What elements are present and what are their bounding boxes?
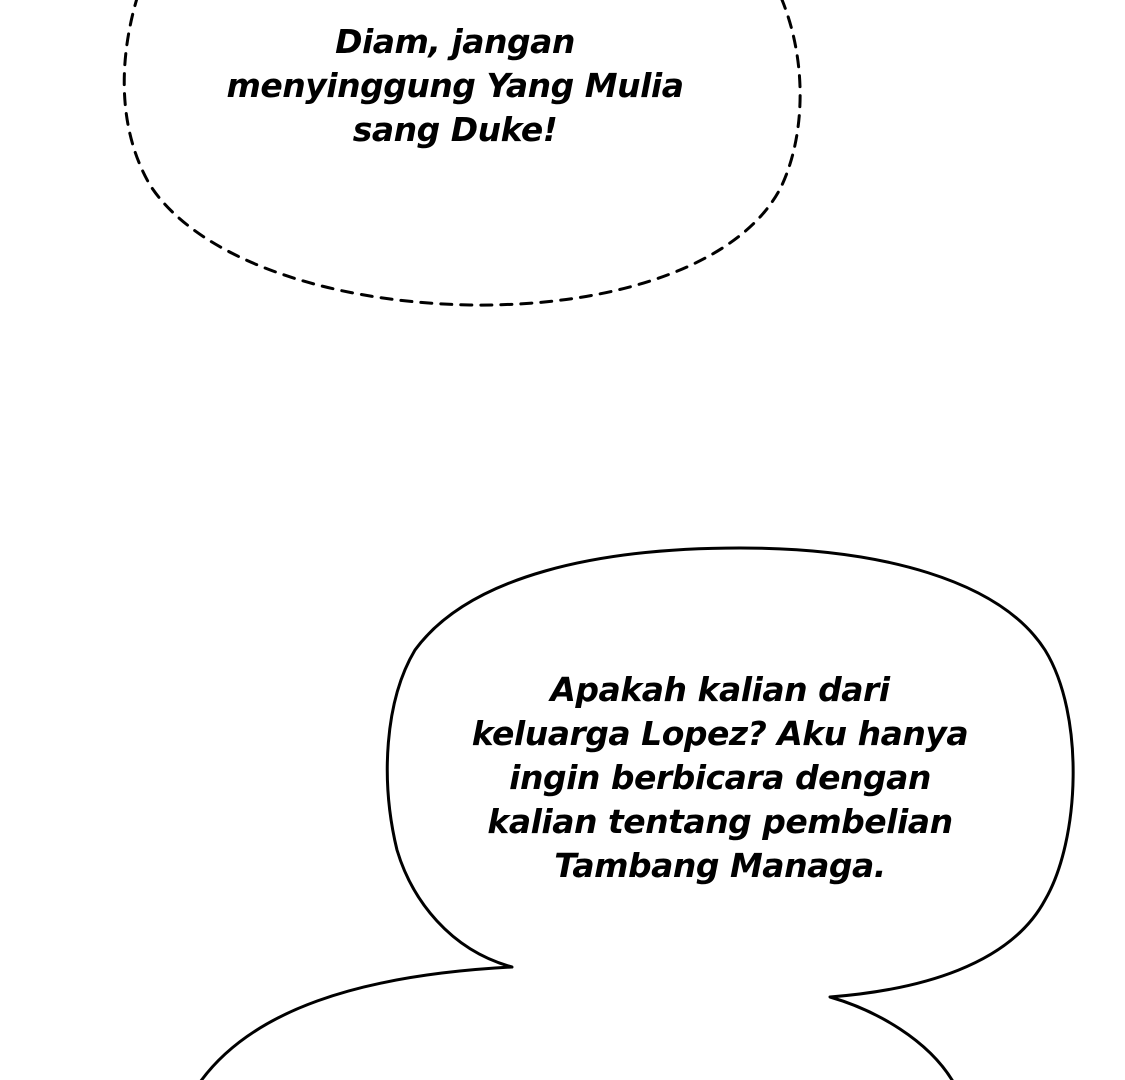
dialogue-line: sang Duke!: [352, 110, 558, 149]
dialogue-line: kalian tentang pembelian: [487, 802, 953, 841]
dialogue-line: Tambang Managa.: [554, 846, 886, 885]
dialogue-line: keluarga Lopez? Aku hanya: [471, 714, 969, 753]
dialogue-line: Apakah kalian dari: [550, 670, 890, 709]
dashed-bubble-text: [205, 20, 705, 152]
dialogue-line: ingin berbicara dengan: [509, 758, 931, 797]
dialogue-line: Diam, jangan: [335, 22, 575, 61]
dialogue-line: menyinggung Yang Mulia: [226, 66, 684, 105]
solid-bubble-text: [440, 668, 1000, 888]
